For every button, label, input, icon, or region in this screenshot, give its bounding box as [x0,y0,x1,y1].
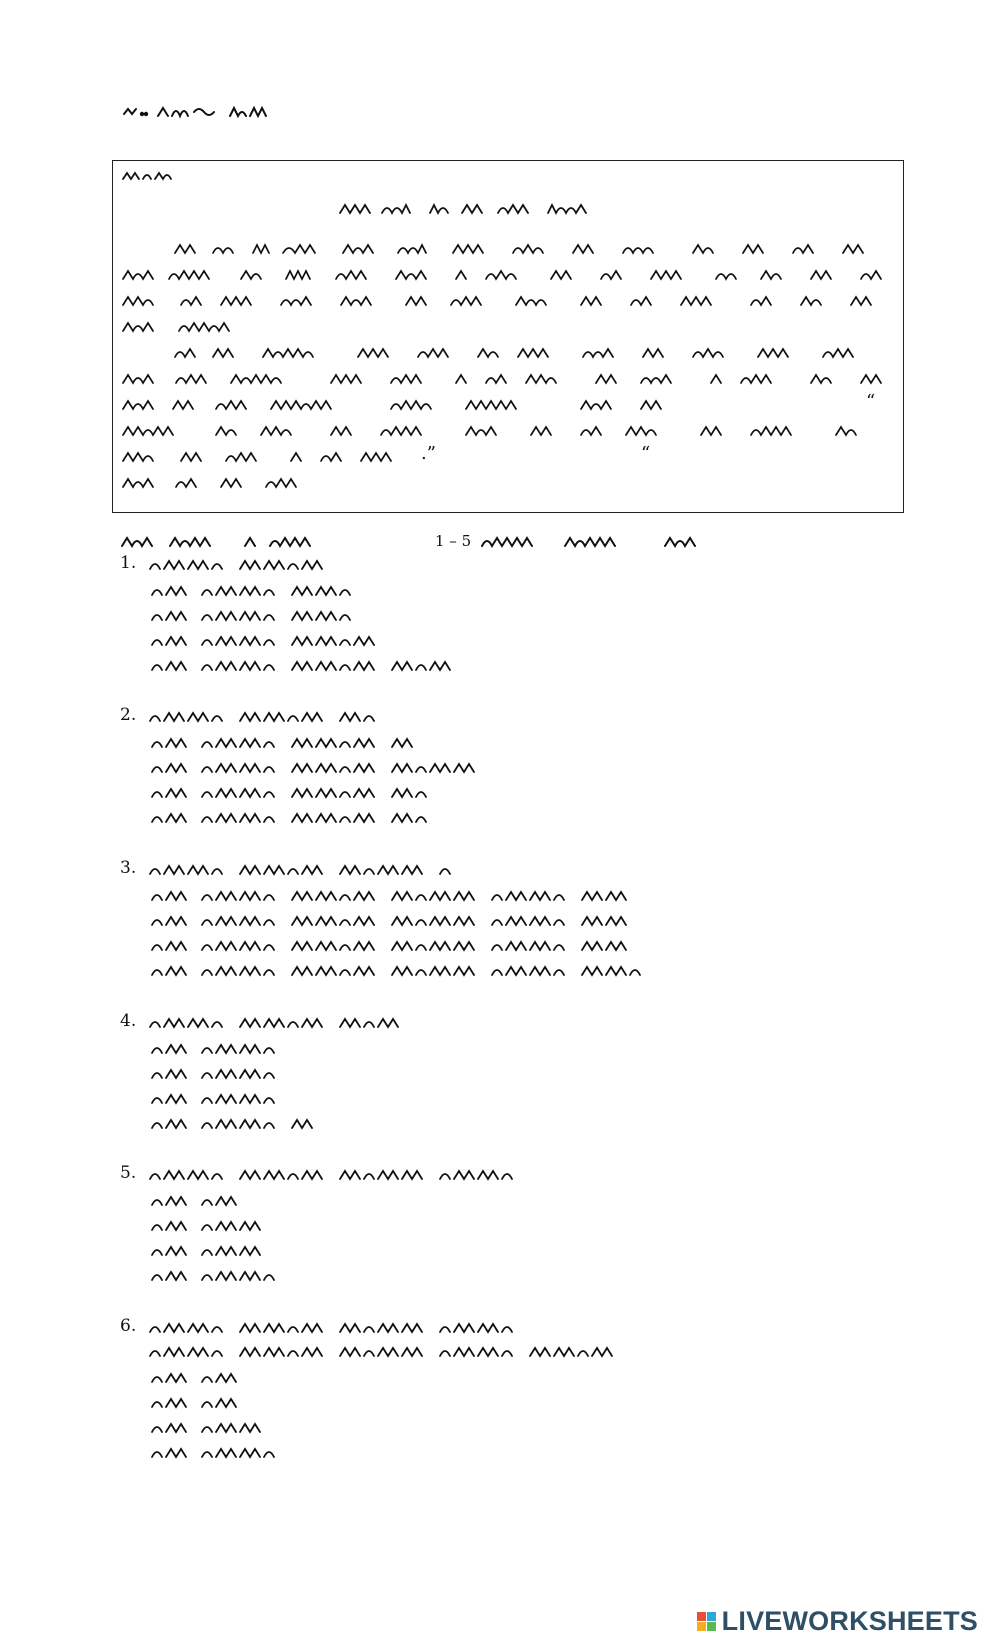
passage-title [338,197,638,223]
quote-open-mark: “ [866,391,876,412]
question-number: 4. [120,1011,137,1031]
liveworksheets-text: LIVEWORKSHEETS [721,1606,978,1636]
answer-option[interactable] [150,1443,190,1467]
passage-line [121,421,897,445]
logo-square-yellow [697,1622,706,1631]
answer-option[interactable] [150,808,190,832]
instruction-line [120,530,920,552]
answer-option[interactable] [150,1241,190,1265]
passage-line [121,443,651,471]
answer-option[interactable] [150,581,190,605]
question-stem [148,1165,528,1189]
passage-line [173,343,893,367]
answer-option[interactable] [150,1039,190,1063]
question-stem [148,1318,528,1342]
answer-option[interactable] [150,1191,190,1215]
question-number: 6. [120,1316,137,1336]
liveworksheets-logo-icon [697,1612,716,1631]
passage-line [121,473,351,497]
answer-option[interactable] [150,1418,190,1442]
passage-line [121,369,897,393]
section-heading [122,100,272,126]
answer-option[interactable] [150,1089,190,1113]
answer-option[interactable] [150,936,190,960]
logo-square-green [707,1622,716,1631]
answer-option[interactable] [150,1064,190,1088]
answer-option[interactable] [150,1266,190,1290]
passage-line [121,291,897,315]
answer-option[interactable] [150,758,190,782]
question-number: 2. [120,705,137,725]
question-stem [148,860,468,884]
passage-label [121,167,181,187]
question-number: 1. [120,553,137,573]
logo-square-blue [707,1612,716,1621]
question-number: 3. [120,858,137,878]
question-stem [148,555,338,579]
passage-line [121,317,321,341]
passage-line [121,391,876,419]
passage-line [121,265,897,289]
quote-close-mark: .” [421,443,436,464]
answer-option[interactable] [150,631,190,655]
question-stem-line-2 [148,1342,648,1366]
question-stem [148,707,388,731]
answer-option[interactable] [150,961,190,985]
answer-option[interactable] [150,733,190,757]
answer-option[interactable] [150,783,190,807]
question-stem [148,1013,408,1037]
quote-open-mark-2: “ [641,443,651,464]
answer-option[interactable] [150,656,190,680]
passage-line [173,239,893,263]
question-range: 1 – 5 [435,532,472,550]
answer-option[interactable] [150,1114,190,1138]
answer-option[interactable] [150,1216,190,1240]
answer-option[interactable] [150,886,190,910]
answer-option[interactable] [150,1368,190,1392]
question-number: 5. [120,1163,137,1183]
logo-square-red [697,1612,706,1621]
answer-option[interactable] [150,606,190,630]
answer-option[interactable] [150,911,190,935]
answer-option[interactable] [150,1393,190,1417]
liveworksheets-branding [697,1606,978,1637]
reading-passage-box [112,160,904,513]
